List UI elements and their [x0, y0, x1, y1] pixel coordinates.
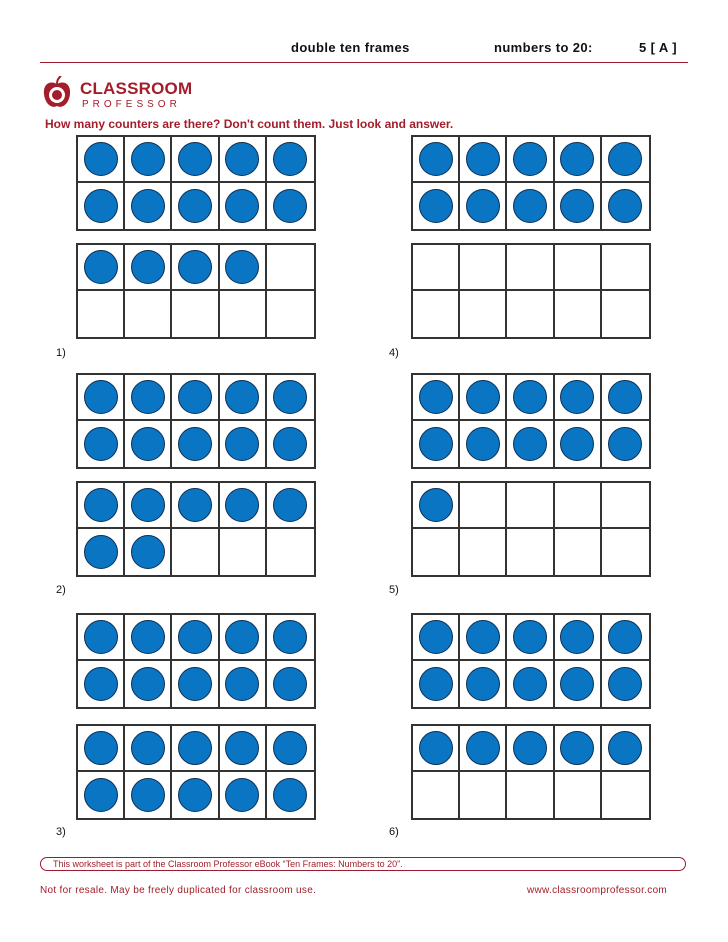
- instructions: How many counters are there? Don't count them. Just look and answer.: [45, 117, 454, 131]
- counter-dot: [608, 620, 642, 654]
- frame-cell: [267, 772, 314, 818]
- frame-cell: [460, 661, 507, 707]
- counter-dot: [178, 667, 212, 701]
- frame-cell: [413, 291, 460, 337]
- ten-frame-bottom: [411, 724, 651, 820]
- ten-frame-top: [76, 613, 316, 709]
- frame-cell: [460, 245, 507, 291]
- frame-cell: [172, 183, 219, 229]
- counter-dot: [466, 427, 500, 461]
- frame-cell: [267, 375, 314, 421]
- frame-cell: [460, 137, 507, 183]
- counter-dot: [466, 620, 500, 654]
- question-label: 2): [56, 584, 66, 596]
- counter-dot: [84, 250, 118, 284]
- counter-dot: [225, 380, 259, 414]
- worksheet-title: double ten frames: [291, 40, 410, 55]
- frame-cell: [125, 375, 172, 421]
- frame-cell: [220, 661, 267, 707]
- frame-cell: [172, 529, 219, 575]
- ten-frame-top: [76, 135, 316, 231]
- counter-dot: [419, 427, 453, 461]
- counter-dot: [513, 142, 547, 176]
- ebook-note-banner: [40, 857, 686, 871]
- frame-cell: [267, 529, 314, 575]
- frame-cell: [220, 772, 267, 818]
- counter-dot: [560, 380, 594, 414]
- counter-dot: [466, 731, 500, 765]
- frame-cell: [460, 726, 507, 772]
- frame-cell: [125, 615, 172, 661]
- counter-dot: [178, 250, 212, 284]
- frame-cell: [78, 137, 125, 183]
- frame-cell: [602, 529, 649, 575]
- frame-cell: [507, 661, 554, 707]
- frame-cell: [460, 375, 507, 421]
- counter-dot: [513, 380, 547, 414]
- ten-frame-top: [411, 135, 651, 231]
- frame-cell: [507, 726, 554, 772]
- frame-cell: [460, 772, 507, 818]
- frame-cell: [78, 726, 125, 772]
- counter-dot: [513, 427, 547, 461]
- website-link[interactable]: www.classroomprofessor.com: [527, 885, 668, 896]
- frame-cell: [78, 529, 125, 575]
- frame-cell: [172, 483, 219, 529]
- counter-dot: [225, 667, 259, 701]
- frame-cell: [555, 421, 602, 467]
- counter-dot: [131, 620, 165, 654]
- header-rule: [40, 62, 688, 63]
- frame-cell: [602, 726, 649, 772]
- frame-cell: [267, 483, 314, 529]
- frame-cell: [267, 291, 314, 337]
- counter-dot: [84, 427, 118, 461]
- frame-cell: [507, 483, 554, 529]
- frame-cell: [413, 529, 460, 575]
- frame-cell: [460, 183, 507, 229]
- frame-cell: [125, 772, 172, 818]
- frame-cell: [172, 137, 219, 183]
- logo-text-classroom: CLASSROOM: [80, 79, 193, 98]
- frame-cell: [413, 421, 460, 467]
- ebook-note: This worksheet is part of the Classroom Professor eBook “Ten Frames: Numbers to 20”.: [53, 859, 403, 869]
- counter-dot: [84, 380, 118, 414]
- logo-text-professor: PROFESSOR: [82, 99, 181, 110]
- frame-cell: [413, 661, 460, 707]
- counter-dot: [131, 189, 165, 223]
- counter-dot: [466, 189, 500, 223]
- frame-cell: [220, 529, 267, 575]
- frame-cell: [602, 375, 649, 421]
- frame-cell: [267, 726, 314, 772]
- counter-dot: [225, 488, 259, 522]
- counter-dot: [466, 142, 500, 176]
- frame-cell: [220, 421, 267, 467]
- counter-dot: [608, 189, 642, 223]
- frame-cell: [220, 726, 267, 772]
- frame-cell: [460, 421, 507, 467]
- counter-dot: [419, 667, 453, 701]
- frame-cell: [78, 375, 125, 421]
- frame-cell: [220, 183, 267, 229]
- counter-dot: [178, 142, 212, 176]
- question-label: 3): [56, 826, 66, 838]
- counter-dot: [178, 189, 212, 223]
- counter-dot: [466, 380, 500, 414]
- frame-cell: [507, 183, 554, 229]
- frame-cell: [413, 615, 460, 661]
- counter-dot: [513, 189, 547, 223]
- frame-cell: [220, 291, 267, 337]
- frame-cell: [267, 137, 314, 183]
- frame-cell: [267, 245, 314, 291]
- counter-dot: [84, 778, 118, 812]
- frame-cell: [602, 137, 649, 183]
- ten-frame-bottom: [76, 243, 316, 339]
- counter-dot: [131, 250, 165, 284]
- frame-cell: [602, 183, 649, 229]
- counter-dot: [560, 620, 594, 654]
- frame-cell: [555, 772, 602, 818]
- question-label: 6): [389, 826, 399, 838]
- counter-dot: [225, 250, 259, 284]
- ten-frame-bottom: [76, 724, 316, 820]
- counter-dot: [419, 142, 453, 176]
- counter-dot: [225, 620, 259, 654]
- counter-dot: [131, 488, 165, 522]
- counter-dot: [225, 142, 259, 176]
- frame-cell: [220, 137, 267, 183]
- frame-cell: [507, 137, 554, 183]
- frame-cell: [555, 183, 602, 229]
- counter-dot: [84, 667, 118, 701]
- frame-cell: [555, 615, 602, 661]
- worksheet-subtitle: numbers to 20:: [494, 40, 593, 55]
- counter-dot: [419, 620, 453, 654]
- frame-cell: [125, 483, 172, 529]
- ten-frame-top: [411, 613, 651, 709]
- frame-cell: [172, 245, 219, 291]
- counter-dot: [273, 380, 307, 414]
- counter-dot: [84, 731, 118, 765]
- frame-cell: [267, 661, 314, 707]
- classroom-professor-logo: [40, 74, 193, 114]
- counter-dot: [225, 427, 259, 461]
- counter-dot: [608, 427, 642, 461]
- counter-dot: [419, 731, 453, 765]
- counter-dot: [560, 667, 594, 701]
- frame-cell: [220, 245, 267, 291]
- frame-cell: [78, 772, 125, 818]
- frame-cell: [267, 183, 314, 229]
- frame-cell: [602, 291, 649, 337]
- counter-dot: [608, 667, 642, 701]
- copyright-note: Not for resale. May be freely duplicated for classroom use.: [40, 885, 317, 896]
- frame-cell: [413, 772, 460, 818]
- question-label: 4): [389, 347, 399, 359]
- ten-frame-top: [411, 373, 651, 469]
- counter-dot: [273, 667, 307, 701]
- frame-cell: [172, 726, 219, 772]
- frame-cell: [507, 772, 554, 818]
- frame-cell: [125, 421, 172, 467]
- counter-dot: [178, 380, 212, 414]
- frame-cell: [125, 661, 172, 707]
- ten-frame-top: [76, 373, 316, 469]
- frame-cell: [172, 375, 219, 421]
- frame-cell: [78, 483, 125, 529]
- frame-cell: [220, 615, 267, 661]
- counter-dot: [466, 667, 500, 701]
- counter-dot: [273, 189, 307, 223]
- counter-dot: [273, 731, 307, 765]
- frame-cell: [602, 772, 649, 818]
- frame-cell: [78, 183, 125, 229]
- frame-cell: [602, 615, 649, 661]
- frame-cell: [602, 421, 649, 467]
- counter-dot: [225, 731, 259, 765]
- frame-cell: [555, 137, 602, 183]
- frame-cell: [507, 529, 554, 575]
- frame-cell: [172, 772, 219, 818]
- frame-cell: [78, 615, 125, 661]
- worksheet-code: 5 [ A ]: [639, 40, 677, 55]
- counter-dot: [131, 731, 165, 765]
- frame-cell: [78, 421, 125, 467]
- ten-frame-bottom: [76, 481, 316, 577]
- frame-cell: [602, 483, 649, 529]
- counter-dot: [178, 488, 212, 522]
- counter-dot: [131, 380, 165, 414]
- frame-cell: [125, 726, 172, 772]
- counter-dot: [178, 778, 212, 812]
- frame-cell: [507, 615, 554, 661]
- counter-dot: [225, 778, 259, 812]
- frame-cell: [555, 726, 602, 772]
- frame-cell: [602, 661, 649, 707]
- frame-cell: [413, 183, 460, 229]
- frame-cell: [267, 615, 314, 661]
- counter-dot: [84, 488, 118, 522]
- frame-cell: [507, 291, 554, 337]
- frame-cell: [220, 375, 267, 421]
- counter-dot: [608, 380, 642, 414]
- counter-dot: [84, 535, 118, 569]
- counter-dot: [131, 667, 165, 701]
- counter-dot: [608, 142, 642, 176]
- frame-cell: [555, 375, 602, 421]
- frame-cell: [413, 245, 460, 291]
- counter-dot: [273, 620, 307, 654]
- frame-cell: [413, 726, 460, 772]
- frame-cell: [78, 245, 125, 291]
- frame-cell: [460, 483, 507, 529]
- counter-dot: [419, 189, 453, 223]
- frame-cell: [555, 245, 602, 291]
- frame-cell: [555, 529, 602, 575]
- counter-dot: [273, 488, 307, 522]
- frame-cell: [602, 245, 649, 291]
- frame-cell: [555, 291, 602, 337]
- counter-dot: [560, 731, 594, 765]
- frame-cell: [125, 291, 172, 337]
- frame-cell: [267, 421, 314, 467]
- counter-dot: [560, 189, 594, 223]
- frame-cell: [413, 375, 460, 421]
- counter-dot: [178, 427, 212, 461]
- frame-cell: [507, 375, 554, 421]
- frame-cell: [460, 529, 507, 575]
- counter-dot: [513, 620, 547, 654]
- frame-cell: [125, 245, 172, 291]
- frame-cell: [413, 137, 460, 183]
- counter-dot: [513, 731, 547, 765]
- counter-dot: [273, 778, 307, 812]
- ten-frame-bottom: [411, 243, 651, 339]
- frame-cell: [78, 291, 125, 337]
- frame-cell: [413, 483, 460, 529]
- frame-cell: [220, 483, 267, 529]
- counter-dot: [131, 535, 165, 569]
- counter-dot: [608, 731, 642, 765]
- frame-cell: [172, 421, 219, 467]
- counter-dot: [273, 427, 307, 461]
- frame-cell: [125, 137, 172, 183]
- counter-dot: [225, 189, 259, 223]
- question-label: 1): [56, 347, 66, 359]
- counter-dot: [131, 142, 165, 176]
- counter-dot: [84, 620, 118, 654]
- frame-cell: [507, 421, 554, 467]
- frame-cell: [507, 245, 554, 291]
- counter-dot: [273, 142, 307, 176]
- frame-cell: [172, 615, 219, 661]
- counter-dot: [131, 778, 165, 812]
- frame-cell: [555, 661, 602, 707]
- counter-dot: [178, 620, 212, 654]
- frame-cell: [460, 291, 507, 337]
- frame-cell: [125, 183, 172, 229]
- frame-cell: [460, 615, 507, 661]
- counter-dot: [513, 667, 547, 701]
- counter-dot: [131, 427, 165, 461]
- counter-dot: [419, 488, 453, 522]
- counter-dot: [419, 380, 453, 414]
- frame-cell: [172, 291, 219, 337]
- counter-dot: [178, 731, 212, 765]
- ten-frame-bottom: [411, 481, 651, 577]
- apple-icon: [42, 76, 72, 110]
- question-label: 5): [389, 584, 399, 596]
- counter-dot: [84, 189, 118, 223]
- frame-cell: [78, 661, 125, 707]
- frame-cell: [125, 529, 172, 575]
- counter-dot: [84, 142, 118, 176]
- counter-dot: [560, 142, 594, 176]
- counter-dot: [560, 427, 594, 461]
- frame-cell: [555, 483, 602, 529]
- frame-cell: [172, 661, 219, 707]
